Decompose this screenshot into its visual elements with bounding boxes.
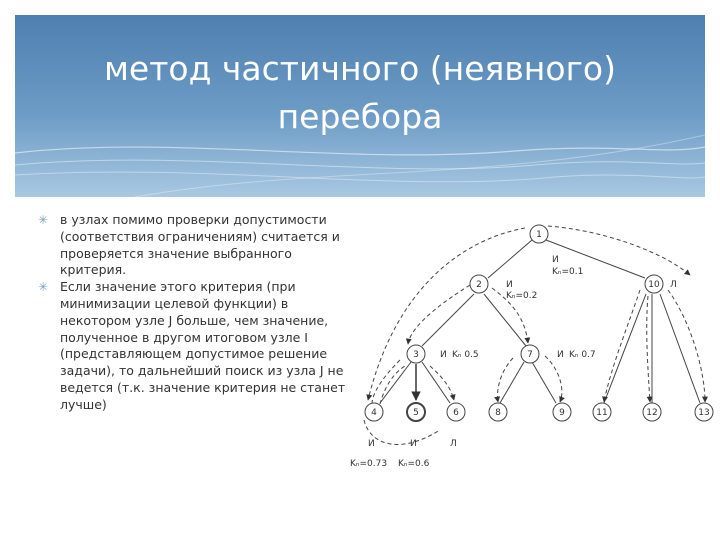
- asterisk-bullet-icon: ✳: [38, 213, 49, 227]
- title-banner: [15, 15, 705, 197]
- node-number: 9: [559, 408, 565, 418]
- node-number: 2: [476, 280, 482, 290]
- node-number: 5: [413, 408, 419, 418]
- label-i-node1: И: [552, 255, 559, 265]
- tree-edges: [380, 240, 700, 403]
- node-number: 12: [646, 408, 658, 418]
- node-number: 4: [371, 408, 377, 418]
- node-number: 13: [698, 408, 710, 418]
- label-k-node7: Kₙ 0.7: [569, 350, 596, 360]
- title-line-2: перебора: [277, 97, 443, 136]
- title-line-1: метод частичного (неявного): [104, 49, 616, 88]
- node-number: 6: [453, 408, 459, 418]
- node-number: 8: [495, 408, 501, 418]
- label-k-node4: Kₙ=0.73: [350, 459, 388, 469]
- label-i-node5: И: [410, 439, 417, 449]
- bullet-text: в узлах помимо проверки допустимости (соответствия ограничениям) считается и проверяется значение выбранного критерия.: [60, 212, 340, 278]
- label-i-node3: И: [440, 350, 447, 360]
- bullet-item: [38, 212, 350, 279]
- node-number: 10: [648, 280, 660, 290]
- label-k-node5: Kₙ=0.6: [398, 459, 430, 469]
- tree-nodes: [365, 225, 713, 421]
- label-l-node6: Л: [450, 439, 457, 449]
- node-number: 7: [527, 350, 533, 360]
- slide-title: [55, 45, 665, 141]
- node-number: 1: [536, 230, 542, 240]
- label-k-node2: Kₙ=0.2: [506, 291, 538, 301]
- label-l-node10: Л: [670, 280, 677, 290]
- asterisk-bullet-icon: ✳: [38, 280, 49, 295]
- label-k-node3: Kₙ 0.5: [452, 350, 479, 360]
- node-annotations: [350, 255, 677, 469]
- bullet-text: Если значение этого критерия (при минимизации целевой функции) в некотором узле J больше, чем значение, полученное в другом итоговом узле I (представляющем допустимое решение задачи), то дальнейший поиск из узла J не ведется (т.к. значение критерия не станет лучше): [60, 279, 346, 412]
- bullet-list: [38, 212, 350, 414]
- label-k-node1: Kₙ=0.1: [552, 267, 584, 277]
- label-i-node7: И: [557, 350, 564, 360]
- node-number: 3: [413, 350, 419, 360]
- label-i-node2: И: [506, 280, 513, 290]
- label-i-node4: И: [368, 439, 375, 449]
- node-number: 11: [596, 408, 608, 418]
- bullet-item: [38, 279, 350, 413]
- search-tree-diagram: [340, 215, 718, 475]
- node-numbers: [371, 230, 710, 418]
